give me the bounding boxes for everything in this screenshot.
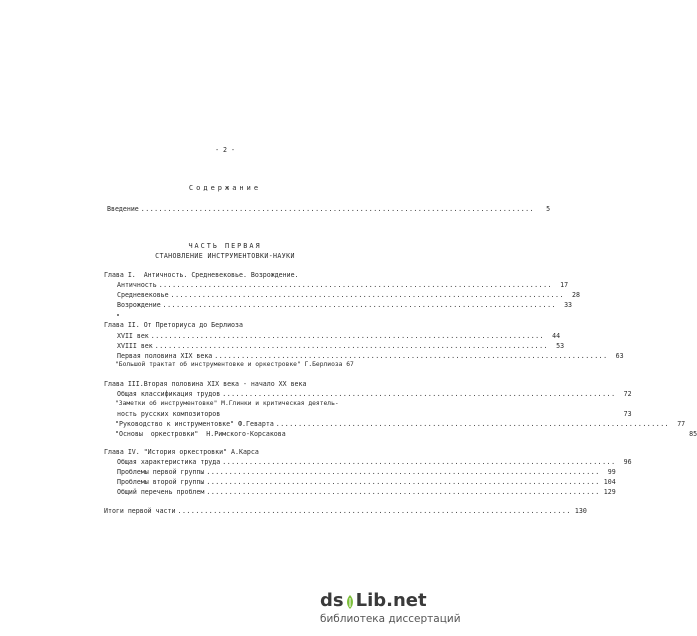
leader-space — [222, 410, 615, 418]
toc-entry-middle-ages[interactable] — [117, 291, 580, 300]
entry-page: 63 — [615, 352, 624, 360]
entry-label: Проблемы первой группы — [117, 468, 205, 476]
entry-page: 96 — [623, 458, 632, 466]
logo-ds-text: ds — [320, 589, 344, 611]
entry-page: 5 — [546, 205, 551, 213]
leader-dots: ........................................................................................ — [214, 352, 608, 360]
entry-page: 77 — [677, 420, 686, 428]
entry-label: Средневековье — [117, 291, 169, 299]
entry-page: 85 — [689, 430, 697, 438]
leader-dots: ........................................................................................ — [206, 478, 600, 486]
entry-label: XVII век — [117, 332, 149, 340]
toc-entry-renaissance[interactable] — [117, 301, 573, 310]
dslib-logo — [320, 590, 427, 610]
toc-entry-18th-century[interactable] — [117, 342, 565, 351]
leader-dots: ........................................................................................ — [162, 301, 557, 309]
part-subtitle: СТАНОВЛЕНИЕ ИНСТРУМЕНТОВКИ-НАУКИ — [155, 252, 295, 260]
entry-label: Первая половина XIX века — [117, 352, 213, 360]
leader-dots: ........................................................................................ — [140, 205, 535, 213]
entry-page: 72 — [623, 390, 632, 398]
leader-dots: ........................................................................................ — [154, 342, 549, 350]
entry-label: Введение — [107, 205, 139, 213]
toc-entry-rimsky-korsakov[interactable] — [115, 430, 697, 439]
toc-entry-intro[interactable] — [107, 205, 551, 214]
toc-entry-early-19th-century[interactable] — [117, 352, 624, 361]
entry-label: "Основы оркестровки" Н.Римского-Корсакова — [115, 430, 286, 438]
chapter-4-title: Глава IV. "История оркестровки" А.Карса — [104, 448, 259, 456]
leader-dots: ........................................................................................ — [206, 468, 600, 476]
toc-entry-antiquity[interactable] — [117, 281, 569, 290]
toc-entry-problem-list[interactable] — [117, 488, 616, 497]
leader-dots: ........................................................................................ — [170, 291, 564, 299]
toc-entry-first-group[interactable] — [117, 468, 616, 477]
toc-entry-glinka-line2[interactable] — [117, 410, 632, 419]
entry-page: 104 — [603, 478, 616, 486]
leader-dots: ........................................................................................ — [158, 281, 553, 289]
leaf-icon — [345, 593, 355, 607]
entry-label: XVIII век — [117, 342, 153, 350]
toc-entry-general-characteristics[interactable] — [117, 458, 632, 467]
toc-entry-gevaert[interactable] — [115, 420, 686, 429]
dslib-watermark — [320, 589, 461, 626]
chapter-1-title: Глава I. Античность. Средневековье. Возрождение. — [104, 271, 299, 279]
entry-label: Итоги первой части — [104, 507, 176, 515]
part-title: ЧАСТЬ ПЕРВАЯ — [188, 242, 262, 250]
entry-page: 17 — [560, 281, 569, 289]
entry-label: "Руководство к инструментовке" Ф.Геварта — [115, 420, 274, 428]
entry-label: Общий перечень проблем — [117, 488, 205, 496]
entry-page: 129 — [603, 488, 616, 496]
toc-entry-classification[interactable] — [117, 390, 632, 399]
entry-page: 28 — [572, 291, 580, 299]
entry-page: 53 — [556, 342, 565, 350]
toc-title: Содержание — [188, 184, 262, 192]
leader-dots: ........................................................................................ — [177, 507, 571, 515]
toc-entry-summary[interactable] — [104, 507, 587, 516]
dslib-subtitle: библиотека диссертаций — [320, 613, 461, 625]
entry-label: Общая классификация трудов — [117, 390, 221, 398]
chapter-3-title: Глава III.Вторая половина XIX века - начало XX века — [104, 380, 307, 388]
entry-label: Возрождение — [117, 301, 161, 309]
logo-lib-text: Lib — [355, 589, 387, 611]
entry-page: 130 — [574, 507, 587, 515]
leader-dots: ........................................................................................ — [150, 332, 545, 340]
entry-label: ность русских композиторов — [117, 410, 221, 418]
entry-page: 73 — [623, 410, 632, 418]
leader-dots: ........................................................................................ — [275, 420, 670, 428]
logo-net-text: .net — [386, 589, 427, 611]
entry-label: Проблемы второй группы — [117, 478, 205, 486]
entry-page: 44 — [552, 332, 561, 340]
toc-entry-berlioz-treatise[interactable]: "Большой трактат об инструментовке и оркестровке" Г.Берлиоза 67 — [115, 361, 354, 368]
toc-entry-glinka-line1[interactable]: "Заметки об инструментовке" М.Глинки и критическая деятель- — [115, 400, 339, 407]
leader-dots: ........................................................................................ — [222, 390, 616, 398]
stray-mark — [117, 314, 119, 316]
toc-entry-17th-century[interactable] — [117, 332, 561, 341]
toc-entry-second-group[interactable] — [117, 478, 616, 487]
chapter-2-title: Глава II. От Преториуса до Берлиоза — [104, 321, 243, 329]
entry-page: 33 — [564, 301, 573, 309]
leader-space — [288, 430, 681, 438]
entry-page: 99 — [607, 468, 616, 476]
leader-dots: ........................................................................................ — [206, 488, 600, 496]
page-number: - 2 - — [215, 146, 235, 154]
entry-label: Античность — [117, 281, 157, 289]
entry-label: Общая характеристика труда — [117, 458, 221, 466]
leader-dots: ........................................................................................ — [222, 458, 616, 466]
